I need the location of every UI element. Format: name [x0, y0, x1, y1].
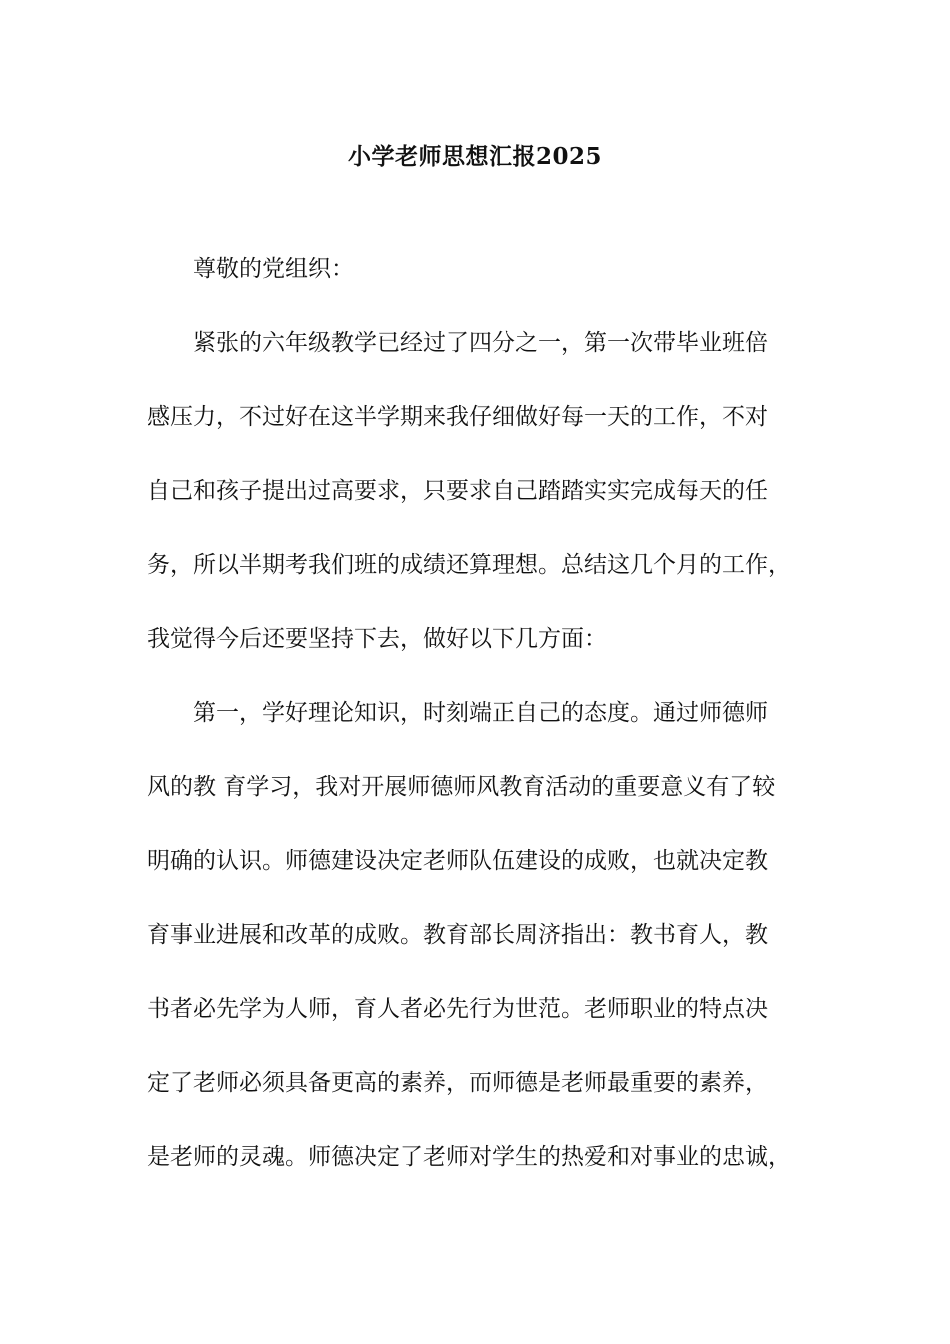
document-body [147, 252, 823, 1214]
paragraph-line: 定了老师必须具备更高的素养，而师德是老师最重要的素养， [147, 1070, 768, 1096]
paragraph-line: 书者必先学为人师，育人者必先行为世范。老师职业的特点决 [147, 996, 768, 1022]
paragraph-line: 自己和孩子提出过高要求，只要求自己踏踏实实完成每天的任 [147, 478, 768, 504]
salutation-line: 尊敬的党组织： [193, 256, 354, 282]
paragraph-line: 第一，学好理论知识，时刻端正自己的态度。通过师德师 [193, 700, 768, 726]
paragraph-line: 风的教 育学习，我对开展师德师风教育活动的重要意义有了较 [147, 774, 776, 800]
paragraph-line: 明确的认识。师德建设决定老师队伍建设的成败，也就决定教 [147, 848, 768, 874]
paragraph-line: 是老师的灵魂。师德决定了老师对学生的热爱和对事业的忠诚， [147, 1144, 791, 1170]
paragraph-line: 我觉得今后还要坚持下去，做好以下几方面： [147, 626, 607, 652]
paragraph-line: 感压力，不过好在这半学期来我仔细做好每一天的工作，不对 [147, 404, 768, 430]
paragraph-line: 务，所以半期考我们班的成绩还算理想。总结这几个月的工作， [147, 552, 791, 578]
paragraph-line: 育事业进展和改革的成败。教育部长周济指出：教书育人，教 [147, 922, 768, 948]
paragraph-line: 紧张的六年级教学已经过了四分之一，第一次带毕业班倍 [193, 330, 768, 356]
document-title: 小学老师思想汇报2025 [347, 143, 602, 170]
